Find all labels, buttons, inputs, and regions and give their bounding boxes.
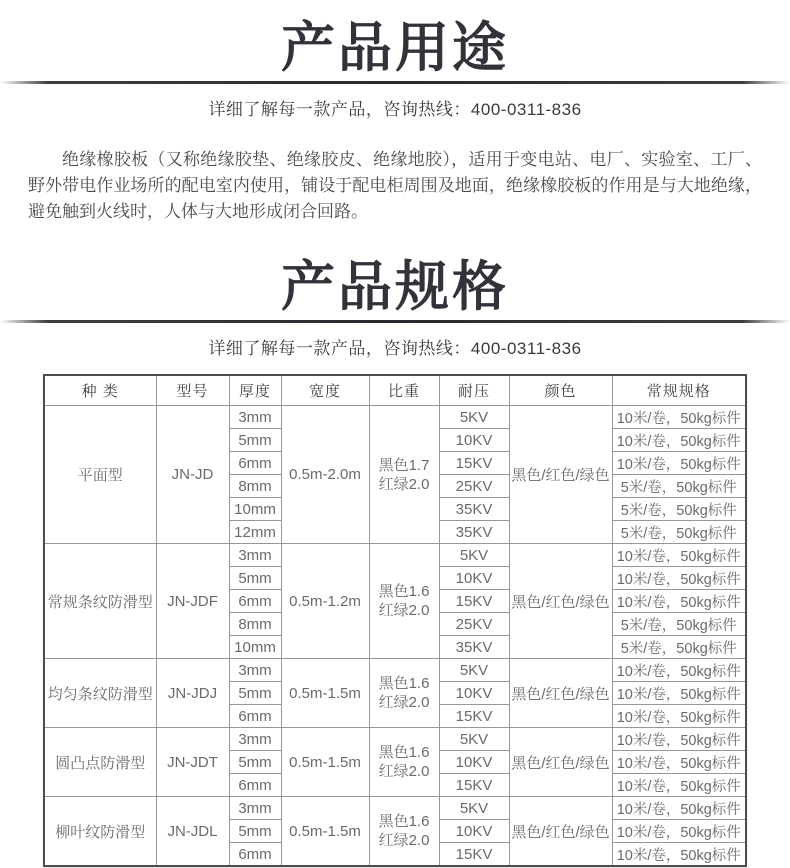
cell-spec: 10米/卷，50kg标件 xyxy=(612,682,746,705)
cell-color: 黑色/红色/绿色 xyxy=(509,544,612,659)
cell-voltage: 35KV xyxy=(439,636,509,659)
section-product-specs xyxy=(0,225,790,867)
cell-voltage: 5KV xyxy=(439,544,509,567)
cell-thickness: 8mm xyxy=(229,475,281,498)
cell-gravity xyxy=(369,797,439,867)
spec-header-row xyxy=(44,375,746,406)
cell-voltage: 15KV xyxy=(439,705,509,728)
col-header-7: 常规规格 xyxy=(612,375,746,406)
cell-spec: 10米/卷，50kg标件 xyxy=(612,567,746,590)
cell-color: 黑色/红色/绿色 xyxy=(509,728,612,797)
cell-thickness: 8mm xyxy=(229,613,281,636)
gravity-line: 红绿2.0 xyxy=(378,832,430,850)
cell-thickness: 3mm xyxy=(229,544,281,567)
col-header-3: 宽度 xyxy=(281,375,369,406)
cell-thickness: 5mm xyxy=(229,820,281,843)
title-divider xyxy=(0,320,790,323)
cell-thickness: 3mm xyxy=(229,659,281,682)
gravity-line: 红绿2.0 xyxy=(378,763,430,781)
col-header-1: 型号 xyxy=(156,375,229,406)
cell-thickness: 6mm xyxy=(229,452,281,475)
cell-spec: 5米/卷，50kg标件 xyxy=(612,521,746,544)
cell-spec: 10米/卷，50kg标件 xyxy=(612,843,746,867)
cell-color: 黑色/红色/绿色 xyxy=(509,406,612,544)
usage-hotline: 详细了解每一款产品，咨询热线：400-0311-836 xyxy=(208,100,582,120)
cell-spec: 10米/卷，50kg标件 xyxy=(612,406,746,429)
cell-thickness: 5mm xyxy=(229,682,281,705)
cell-type: 均匀条纹防滑型 xyxy=(44,659,156,728)
spec-table-body xyxy=(44,406,746,867)
cell-thickness: 3mm xyxy=(229,797,281,820)
cell-thickness: 10mm xyxy=(229,636,281,659)
cell-thickness: 12mm xyxy=(229,521,281,544)
usage-paragraph: 绝缘橡胶板（又称绝缘胶垫、绝缘胶皮、绝缘地胶），适用于变电站、电厂、实验室、工厂、野外带电作业场所的配电室内使用，铺设于配电柜周围及地面，绝缘橡胶板的作用是与大地绝缘，避免触到火线时，人体与大地形成闭合回路。 xyxy=(28,150,762,222)
cell-voltage: 5KV xyxy=(439,797,509,820)
cell-spec: 10米/卷，50kg标件 xyxy=(612,705,746,728)
gravity-line: 黑色1.6 xyxy=(378,813,430,831)
gravity-line: 黑色1.6 xyxy=(378,744,430,762)
col-header-5: 耐压 xyxy=(439,375,509,406)
cell-width: 0.5m-1.5m xyxy=(281,728,369,797)
cell-width: 0.5m-1.5m xyxy=(281,797,369,867)
cell-thickness: 3mm xyxy=(229,728,281,751)
cell-voltage: 10KV xyxy=(439,567,509,590)
cell-gravity xyxy=(369,544,439,659)
cell-voltage: 10KV xyxy=(439,751,509,774)
cell-spec: 10米/卷，50kg标件 xyxy=(612,774,746,797)
cell-voltage: 5KV xyxy=(439,659,509,682)
col-header-6: 颜色 xyxy=(509,375,612,406)
cell-color: 黑色/红色/绿色 xyxy=(509,797,612,867)
table-row xyxy=(44,659,746,682)
table-row xyxy=(44,797,746,820)
cell-model: JN-JDJ xyxy=(156,659,229,728)
cell-type: 常规条纹防滑型 xyxy=(44,544,156,659)
usage-title: 产品用途 xyxy=(281,18,509,78)
cell-spec: 10米/卷，50kg标件 xyxy=(612,728,746,751)
title-divider xyxy=(0,81,790,84)
cell-voltage: 15KV xyxy=(439,452,509,475)
cell-spec: 5米/卷，50kg标件 xyxy=(612,636,746,659)
col-header-0: 种 类 xyxy=(44,375,156,406)
cell-thickness: 10mm xyxy=(229,498,281,521)
cell-spec: 10米/卷，50kg标件 xyxy=(612,797,746,820)
specs-title: 产品规格 xyxy=(281,257,509,318)
gravity-line: 黑色1.6 xyxy=(378,675,430,693)
cell-voltage: 35KV xyxy=(439,521,509,544)
cell-spec: 5米/卷，50kg标件 xyxy=(612,475,746,498)
cell-gravity xyxy=(369,728,439,797)
col-header-4: 比重 xyxy=(369,375,439,406)
cell-voltage: 10KV xyxy=(439,682,509,705)
cell-type: 圆凸点防滑型 xyxy=(44,728,156,797)
cell-type: 柳叶纹防滑型 xyxy=(44,797,156,867)
cell-thickness: 6mm xyxy=(229,843,281,867)
cell-voltage: 10KV xyxy=(439,429,509,452)
gravity-line: 红绿2.0 xyxy=(378,694,430,712)
cell-voltage: 5KV xyxy=(439,406,509,429)
cell-width: 0.5m-1.5m xyxy=(281,659,369,728)
table-row xyxy=(44,728,746,751)
cell-model: JN-JDF xyxy=(156,544,229,659)
cell-thickness: 6mm xyxy=(229,590,281,613)
cell-thickness: 5mm xyxy=(229,429,281,452)
cell-thickness: 6mm xyxy=(229,774,281,797)
gravity-line: 黑色1.6 xyxy=(378,583,430,601)
cell-voltage: 10KV xyxy=(439,820,509,843)
cell-gravity xyxy=(369,406,439,544)
cell-thickness: 3mm xyxy=(229,406,281,429)
spec-table xyxy=(43,374,747,867)
cell-spec: 10米/卷，50kg标件 xyxy=(612,820,746,843)
cell-spec: 10米/卷，50kg标件 xyxy=(612,544,746,567)
cell-voltage: 35KV xyxy=(439,498,509,521)
cell-model: JN-JDT xyxy=(156,728,229,797)
cell-spec: 10米/卷，50kg标件 xyxy=(612,429,746,452)
cell-voltage: 15KV xyxy=(439,590,509,613)
cell-voltage: 25KV xyxy=(439,613,509,636)
gravity-line: 红绿2.0 xyxy=(378,475,430,493)
spec-table-header xyxy=(44,375,746,406)
cell-gravity xyxy=(369,659,439,728)
table-row xyxy=(44,406,746,429)
cell-spec: 10米/卷，50kg标件 xyxy=(612,452,746,475)
cell-voltage: 15KV xyxy=(439,843,509,867)
cell-voltage: 15KV xyxy=(439,774,509,797)
cell-width: 0.5m-2.0m xyxy=(281,406,369,544)
cell-model: JN-JDL xyxy=(156,797,229,867)
gravity-line: 红绿2.0 xyxy=(378,602,430,620)
cell-thickness: 6mm xyxy=(229,705,281,728)
cell-thickness: 5mm xyxy=(229,567,281,590)
cell-spec: 10米/卷，50kg标件 xyxy=(612,659,746,682)
cell-thickness: 5mm xyxy=(229,751,281,774)
cell-voltage: 25KV xyxy=(439,475,509,498)
cell-spec: 10米/卷，50kg标件 xyxy=(612,590,746,613)
cell-spec: 10米/卷，50kg标件 xyxy=(612,751,746,774)
cell-model: JN-JD xyxy=(156,406,229,544)
cell-spec: 5米/卷，50kg标件 xyxy=(612,613,746,636)
gravity-line: 黑色1.7 xyxy=(378,456,430,474)
cell-spec: 5米/卷，50kg标件 xyxy=(612,498,746,521)
cell-width: 0.5m-1.2m xyxy=(281,544,369,659)
cell-type: 平面型 xyxy=(44,406,156,544)
specs-hotline: 详细了解每一款产品，咨询热线：400-0311-836 xyxy=(208,339,582,359)
cell-color: 黑色/红色/绿色 xyxy=(509,659,612,728)
section-product-usage xyxy=(0,0,790,225)
cell-voltage: 5KV xyxy=(439,728,509,751)
col-header-2: 厚度 xyxy=(229,375,281,406)
table-row xyxy=(44,544,746,567)
